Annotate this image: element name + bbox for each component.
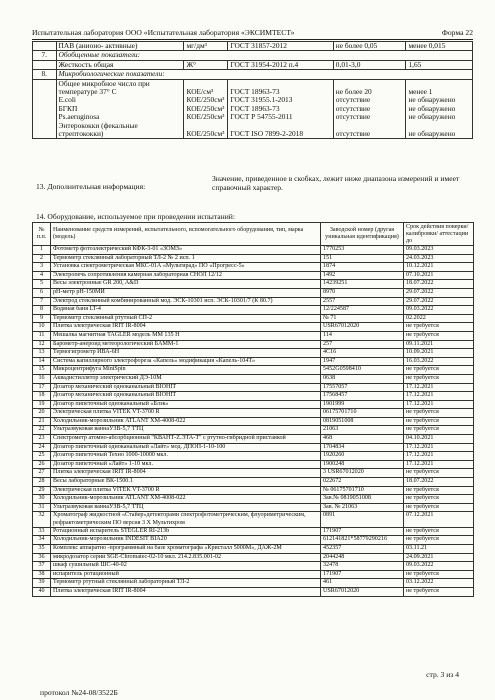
results-table (32, 41, 473, 139)
valid-until: не требуется (404, 536, 474, 545)
valid-until: не требуется (404, 570, 474, 579)
row-number: 12 (33, 340, 51, 349)
equipment-name: Ультразвуковая ваннаУЗВ-5,7 ТТЦ (51, 426, 321, 435)
equipment-name: Установка спектрометрическая МКС-01А «Мультирад» ПО «Прогресс-5» (51, 263, 321, 272)
equipment-name: Дозатор пипеточный «Лайт» 1-10 мкл. (51, 460, 321, 469)
serial-number: 1947 (321, 357, 404, 366)
equipment-name: Мешалка магнитная TAGLER модель MM 135 Н (51, 331, 321, 340)
row-number: 22 (33, 426, 51, 435)
table-row (33, 280, 474, 289)
valid-until: 07.10.2021 (404, 271, 474, 280)
equipment-name: Хроматограф жидкостной «Стайер»детекторами спектрофотометрическим, флуориметрическим, рефрактометрическим ПО версия 3 Х Мультихром (51, 512, 321, 527)
equipment-name: Электрическая плитка VITEK VT-3700 R (51, 409, 321, 418)
row-number: 36 (33, 553, 51, 562)
serial-number: 2557 (321, 297, 404, 306)
valid-until: не требуется (404, 366, 474, 375)
row-number: 5 (33, 280, 51, 289)
valid-until: 09.03.2022 (404, 562, 474, 571)
equipment-name: Термометр ртутный стеклянный лабораторный ТЛ-2 (51, 579, 321, 588)
serial-number: № 71 (321, 314, 404, 323)
row-number: 34 (33, 536, 51, 545)
equipment-name: Дозатор механический одноканальный BIOHIT (51, 392, 321, 401)
table-row (33, 314, 474, 323)
serial-number: 1704834 (321, 443, 404, 452)
serial-number: 1900248 (321, 460, 404, 469)
table-row: 7. Обобщенные показатели: (33, 51, 473, 60)
valid-until: не требуется (404, 374, 474, 383)
table-row (33, 263, 474, 272)
additional-info-text: Значение, приведенное в скобках, лежит ниже диапазона измерений и имеет справочный характер. (212, 174, 460, 192)
serial-number: № 06175701710 (321, 486, 404, 495)
equipment-title: 14. Оборудование, используемое при проведении испытаний: (36, 212, 235, 221)
row-number: 19 (33, 400, 51, 409)
equipment-table (32, 222, 474, 597)
table-row (33, 383, 474, 392)
equipment-name: Плитка электрическая IRIT IR-8004 (51, 587, 321, 596)
serial-number: 17557057 (321, 383, 404, 392)
row-number: 26 (33, 460, 51, 469)
valid-until: не требуется (404, 527, 474, 536)
row-number: 24 (33, 443, 51, 452)
additional-info-label: 13. Дополнительная информация: (36, 182, 146, 191)
equipment-name: Барометр-анероид метеорологический БАММ-1 (51, 340, 321, 349)
serial-number: 06175701710 (321, 409, 404, 418)
serial-number: 612141821*58779290216 (321, 536, 404, 545)
row-number: 20 (33, 409, 51, 418)
table-row (33, 536, 474, 545)
valid-until: не требуется (404, 426, 474, 435)
table-row (33, 417, 474, 426)
valid-until: 10.09.2021 (404, 349, 474, 358)
row-number: 7 (33, 297, 51, 306)
row-number: 33 (33, 527, 51, 536)
equipment-name: Система капиллярного электрофореза «Капель» модификация «Капель-104Т» (51, 357, 321, 366)
valid-until: 17.12.2021 (404, 383, 474, 392)
valid-until: не требуется (404, 409, 474, 418)
row-number: 30 (33, 495, 51, 504)
valid-until: 24.09.2021 (404, 553, 474, 562)
valid-until: 03.11.21 (404, 545, 474, 554)
row-number: 1 (33, 246, 51, 255)
table-row (33, 271, 474, 280)
serial-number: 1492 (321, 271, 404, 280)
table-row (33, 452, 474, 461)
equipment-name: Комплекс аппаратно -программный на базе хроматографа «Кристалл 5000М», ДАЖ-2М (51, 545, 321, 554)
serial-number: 8970 (321, 288, 404, 297)
serial-number: 461 (321, 579, 404, 588)
equipment-name: Водяная баня LT-4 (51, 306, 321, 315)
row-number: 17 (33, 383, 51, 392)
row-number: 18 (33, 392, 51, 401)
row-number: 38 (33, 570, 51, 579)
table-row (33, 331, 474, 340)
valid-until: не требуется (404, 486, 474, 495)
table-row (33, 323, 474, 332)
row-number: 25 (33, 452, 51, 461)
micro-units: КОЕ/см³ КОЕ/250см³ КОЕ/250см³ КОЕ/250см³ КОЕ/250см³ (184, 79, 228, 139)
micro-norms: не более 20 отсутствие отсутствие отсутствие отсутствие (333, 79, 406, 139)
row-number: 23 (33, 435, 51, 444)
serial-number: 17568457 (321, 392, 404, 401)
valid-until: 29.07.2022 (404, 297, 474, 306)
equipment-name: Электрическая плитка VITEK VT-3700 R (51, 486, 321, 495)
table-row-micro (33, 79, 473, 139)
table-row: Жесткость общая Ж° ГОСТ 31954-2012 п.4 0,01-3,0 1,65 (33, 60, 473, 69)
equipment-name: Весы лабораторные ВК-1500.1 (51, 478, 321, 487)
table-row (33, 527, 474, 536)
micro-names: Общее микробное число при температуре 37° C E.coli БГКП Ps.aeruginosa Энтерококки (фекальные стрептококки) (56, 79, 184, 139)
serial-number: 12/224587 (321, 306, 404, 315)
serial-number: Зав.№ 0819051008 (321, 495, 404, 504)
protocol-number: протокол №24-08/3522Б (40, 688, 118, 697)
valid-until: не требуется (404, 503, 474, 512)
equipment-name: Ультразвуковая ваннаУЗВ-5,7 ТТЦ (51, 503, 321, 512)
row-number: 13 (33, 349, 51, 358)
valid-until: не требуется (404, 331, 474, 340)
serial-number: 452357 (321, 545, 404, 554)
table-row (33, 478, 474, 487)
equipment-name: Термометр стеклянный ртутный СП-2 (51, 314, 321, 323)
valid-until: не требуется (404, 323, 474, 332)
valid-until: 09.03.2023 (404, 246, 474, 255)
table-row (33, 392, 474, 401)
serial-number: 114 (321, 331, 404, 340)
row-number: 2 (33, 254, 51, 263)
valid-until: 24.03.2023 (404, 254, 474, 263)
serial-number: 1901999 (321, 400, 404, 409)
equipment-name: Дозатор механический одноканальный BIOHIT (51, 383, 321, 392)
table-row (33, 553, 474, 562)
equipment-name: испаритель ротационный (51, 570, 321, 579)
equipment-name: шкаф сушильный ШС-40-02 (51, 562, 321, 571)
serial-number: 1874 (321, 263, 404, 272)
table-row (33, 579, 474, 588)
row-number: 16 (33, 374, 51, 383)
table-row (33, 545, 474, 554)
col-header-date: Срок действия поверки/калибровки/ аттестации до (404, 223, 474, 246)
row-number: 35 (33, 545, 51, 554)
row-number: 32 (33, 512, 51, 527)
valid-until: 09.03.2022 (404, 306, 474, 315)
equipment-name: Весы электронные GR 200, A&D (51, 280, 321, 289)
valid-until: 18.07.2022 (404, 478, 474, 487)
col-header-name: Наименование средств измерений, испытательного, вспомогательного оборудования, тип, марка (модель) (51, 223, 321, 246)
serial-number: 4С16 (321, 349, 404, 358)
row-number: 3 (33, 263, 51, 272)
table-row (33, 306, 474, 315)
serial-number: 32478 (321, 562, 404, 571)
table-row (33, 400, 474, 409)
table-row (33, 460, 474, 469)
serial-number: 257 (321, 340, 404, 349)
equipment-name: Ротационный испаритель STEGLER RI-213b (51, 527, 321, 536)
equipment-name: Плитка электрическая IRIT IR-8004 (51, 323, 321, 332)
table-row (33, 409, 474, 418)
valid-until: 17.12.2021 (404, 443, 474, 452)
valid-until: не требуется (404, 495, 474, 504)
table-row: ПАВ (анионо- активные) мг/дм³ ГОСТ 31857-2012 не более 0,05 менее 0,015 (33, 42, 473, 51)
table-row (33, 486, 474, 495)
row-number: 29 (33, 486, 51, 495)
equipment-name: Плитка электрическая IRIT IR-8004 (51, 469, 321, 478)
table-row (33, 246, 474, 255)
serial-number: 1770253 (321, 246, 404, 255)
equipment-name: рН-метр рН-150МИ (51, 288, 321, 297)
table-header-row (33, 223, 474, 246)
serial-number: 21063 (321, 426, 404, 435)
valid-until: 17.12.2021 (404, 392, 474, 401)
table-row (33, 495, 474, 504)
page-header (32, 28, 473, 37)
serial-number: 2044248 (321, 553, 404, 562)
equipment-name: Холодильник-морозильник ATLANT XM-4008-022 (51, 495, 321, 504)
serial-number: 468 (321, 435, 404, 444)
valid-until: не требуется (404, 417, 474, 426)
valid-until: 07.12.2021 (404, 512, 474, 527)
valid-until: 02.2022 (404, 314, 474, 323)
serial-number: 0819051008 (321, 417, 404, 426)
row-number: 8 (33, 306, 51, 315)
equipment-name: Аквадистиллятор электрический ДЭ-10М (51, 374, 321, 383)
serial-number: 0638 (321, 374, 404, 383)
row-number: 4 (33, 271, 51, 280)
valid-until: 09.11.2021 (404, 340, 474, 349)
valid-until: 17.12.2021 (404, 400, 474, 409)
micro-methods: ГОСТ 18963-73 ГОСТ 31955.1-2013 ГОСТ 18963-73 ГОСТ Р 54755-2011 ГОСТ ISO 7899-2-2018 (228, 79, 333, 139)
valid-until: 04.10.2021 (404, 435, 474, 444)
serial-number: 5452G0598410 (321, 366, 404, 375)
micro-values: менее 1 не обнаружено не обнаружено не обнаружено не обнаружено (406, 79, 473, 139)
table-row (33, 340, 474, 349)
table-row (33, 366, 474, 375)
equipment-name: Холодильник-морозильник ATLANT XM-4008-022 (51, 417, 321, 426)
serial-number: 1920260 (321, 452, 404, 461)
table-row (33, 469, 474, 478)
col-header-n: № п.п. (33, 223, 51, 246)
equipment-name: Холодильник-морозильник INDESIT BIA20 (51, 536, 321, 545)
row-number: 11 (33, 331, 51, 340)
table-row (33, 562, 474, 571)
equipment-name: Дозатор пипеточный одноканальный «Блэк» (51, 400, 321, 409)
form-number: Форма 22 (441, 28, 473, 37)
valid-until: не требуется (404, 587, 474, 596)
row-number: 31 (33, 503, 51, 512)
equipment-name: Термогигрометр ИВА-6Н (51, 349, 321, 358)
table-row (33, 570, 474, 579)
table-row (33, 443, 474, 452)
equipment-name: Электрод стеклянный комбинированный мод. ЭСК-10301 исп. ЭСК-10301/7 (К 80.7) (51, 297, 321, 306)
table-row: 8. Микробиологические показатели: (33, 70, 473, 79)
row-number: 14 (33, 357, 51, 366)
header-divider (32, 39, 473, 40)
equipment-name: Термометр стеклянный лабораторный ТЛ-2 № 2 исп. 1 (51, 254, 321, 263)
equipment-name: Дозатор пипеточный одноканальный «Лайт» мод. ДПОП-1-10-100 (51, 443, 321, 452)
row-number: 27 (33, 469, 51, 478)
row-number: 39 (33, 579, 51, 588)
row-number: 21 (33, 417, 51, 426)
table-row (33, 254, 474, 263)
serial-number: Зав. № 21063 (321, 503, 404, 512)
row-number: 10 (33, 323, 51, 332)
serial-number: USR67012020 (321, 323, 404, 332)
valid-until: 17.12.2021 (404, 460, 474, 469)
serial-number: 022672 (321, 478, 404, 487)
equipment-name: Электропечь сопротивления камерная лабораторная СНОЛ 12/12 (51, 271, 321, 280)
table-row (33, 426, 474, 435)
valid-until: 03.12.2022 (404, 579, 474, 588)
valid-until: 17.12.2021 (404, 452, 474, 461)
page-number: стр. 3 из 4 (426, 670, 459, 679)
valid-until: не требуется (404, 469, 474, 478)
table-row (33, 288, 474, 297)
table-row (33, 297, 474, 306)
table-row (33, 374, 474, 383)
equipment-name: Дозатор пипеточный Техно 1000-10000 мкл. (51, 452, 321, 461)
table-row (33, 357, 474, 366)
row-number: 40 (33, 587, 51, 596)
valid-until: 10.12.2021 (404, 263, 474, 272)
row-number: 15 (33, 366, 51, 375)
valid-until: 29.07.2022 (404, 288, 474, 297)
lab-name: Испытательная лаборатория ООО «Испытательная лаборатория «ЭКСИМТЕСТ» (32, 28, 295, 37)
row-number: 28 (33, 478, 51, 487)
equipment-name: Микроцентрифуга MiniSpin (51, 366, 321, 375)
table-row (33, 503, 474, 512)
table-row (33, 435, 474, 444)
serial-number: 151 (321, 254, 404, 263)
row-number: 9 (33, 314, 51, 323)
table-row (33, 512, 474, 527)
row-number: 37 (33, 562, 51, 571)
table-row (33, 349, 474, 358)
equipment-name: микродозатор серии SGE-Chromatec-02-10 мкл. 214.2.835.001-02 (51, 553, 321, 562)
serial-number: 3 USR67012020 (321, 469, 404, 478)
row-number: 6 (33, 288, 51, 297)
equipment-name: Фотометр фотоэлектрический КФК-3-01 «ЗОМЗ» (51, 246, 321, 255)
serial-number: 14239251 (321, 280, 404, 289)
serial-number: 0891 (321, 512, 404, 527)
table-row (33, 587, 474, 596)
serial-number: USR67012020 (321, 587, 404, 596)
serial-number: 171907 (321, 570, 404, 579)
equipment-name: Спектрометр атомно-абсорбционный "КВАНТ-Z.ЭТА-Т" с ртутно-гибридной приставкой (51, 435, 321, 444)
valid-until: 18.07.2022 (404, 280, 474, 289)
serial-number: 171907 (321, 527, 404, 536)
valid-until: 16.03.2022 (404, 357, 474, 366)
col-header-serial: Заводской номер (другая уникальная идентификация) (321, 223, 404, 246)
